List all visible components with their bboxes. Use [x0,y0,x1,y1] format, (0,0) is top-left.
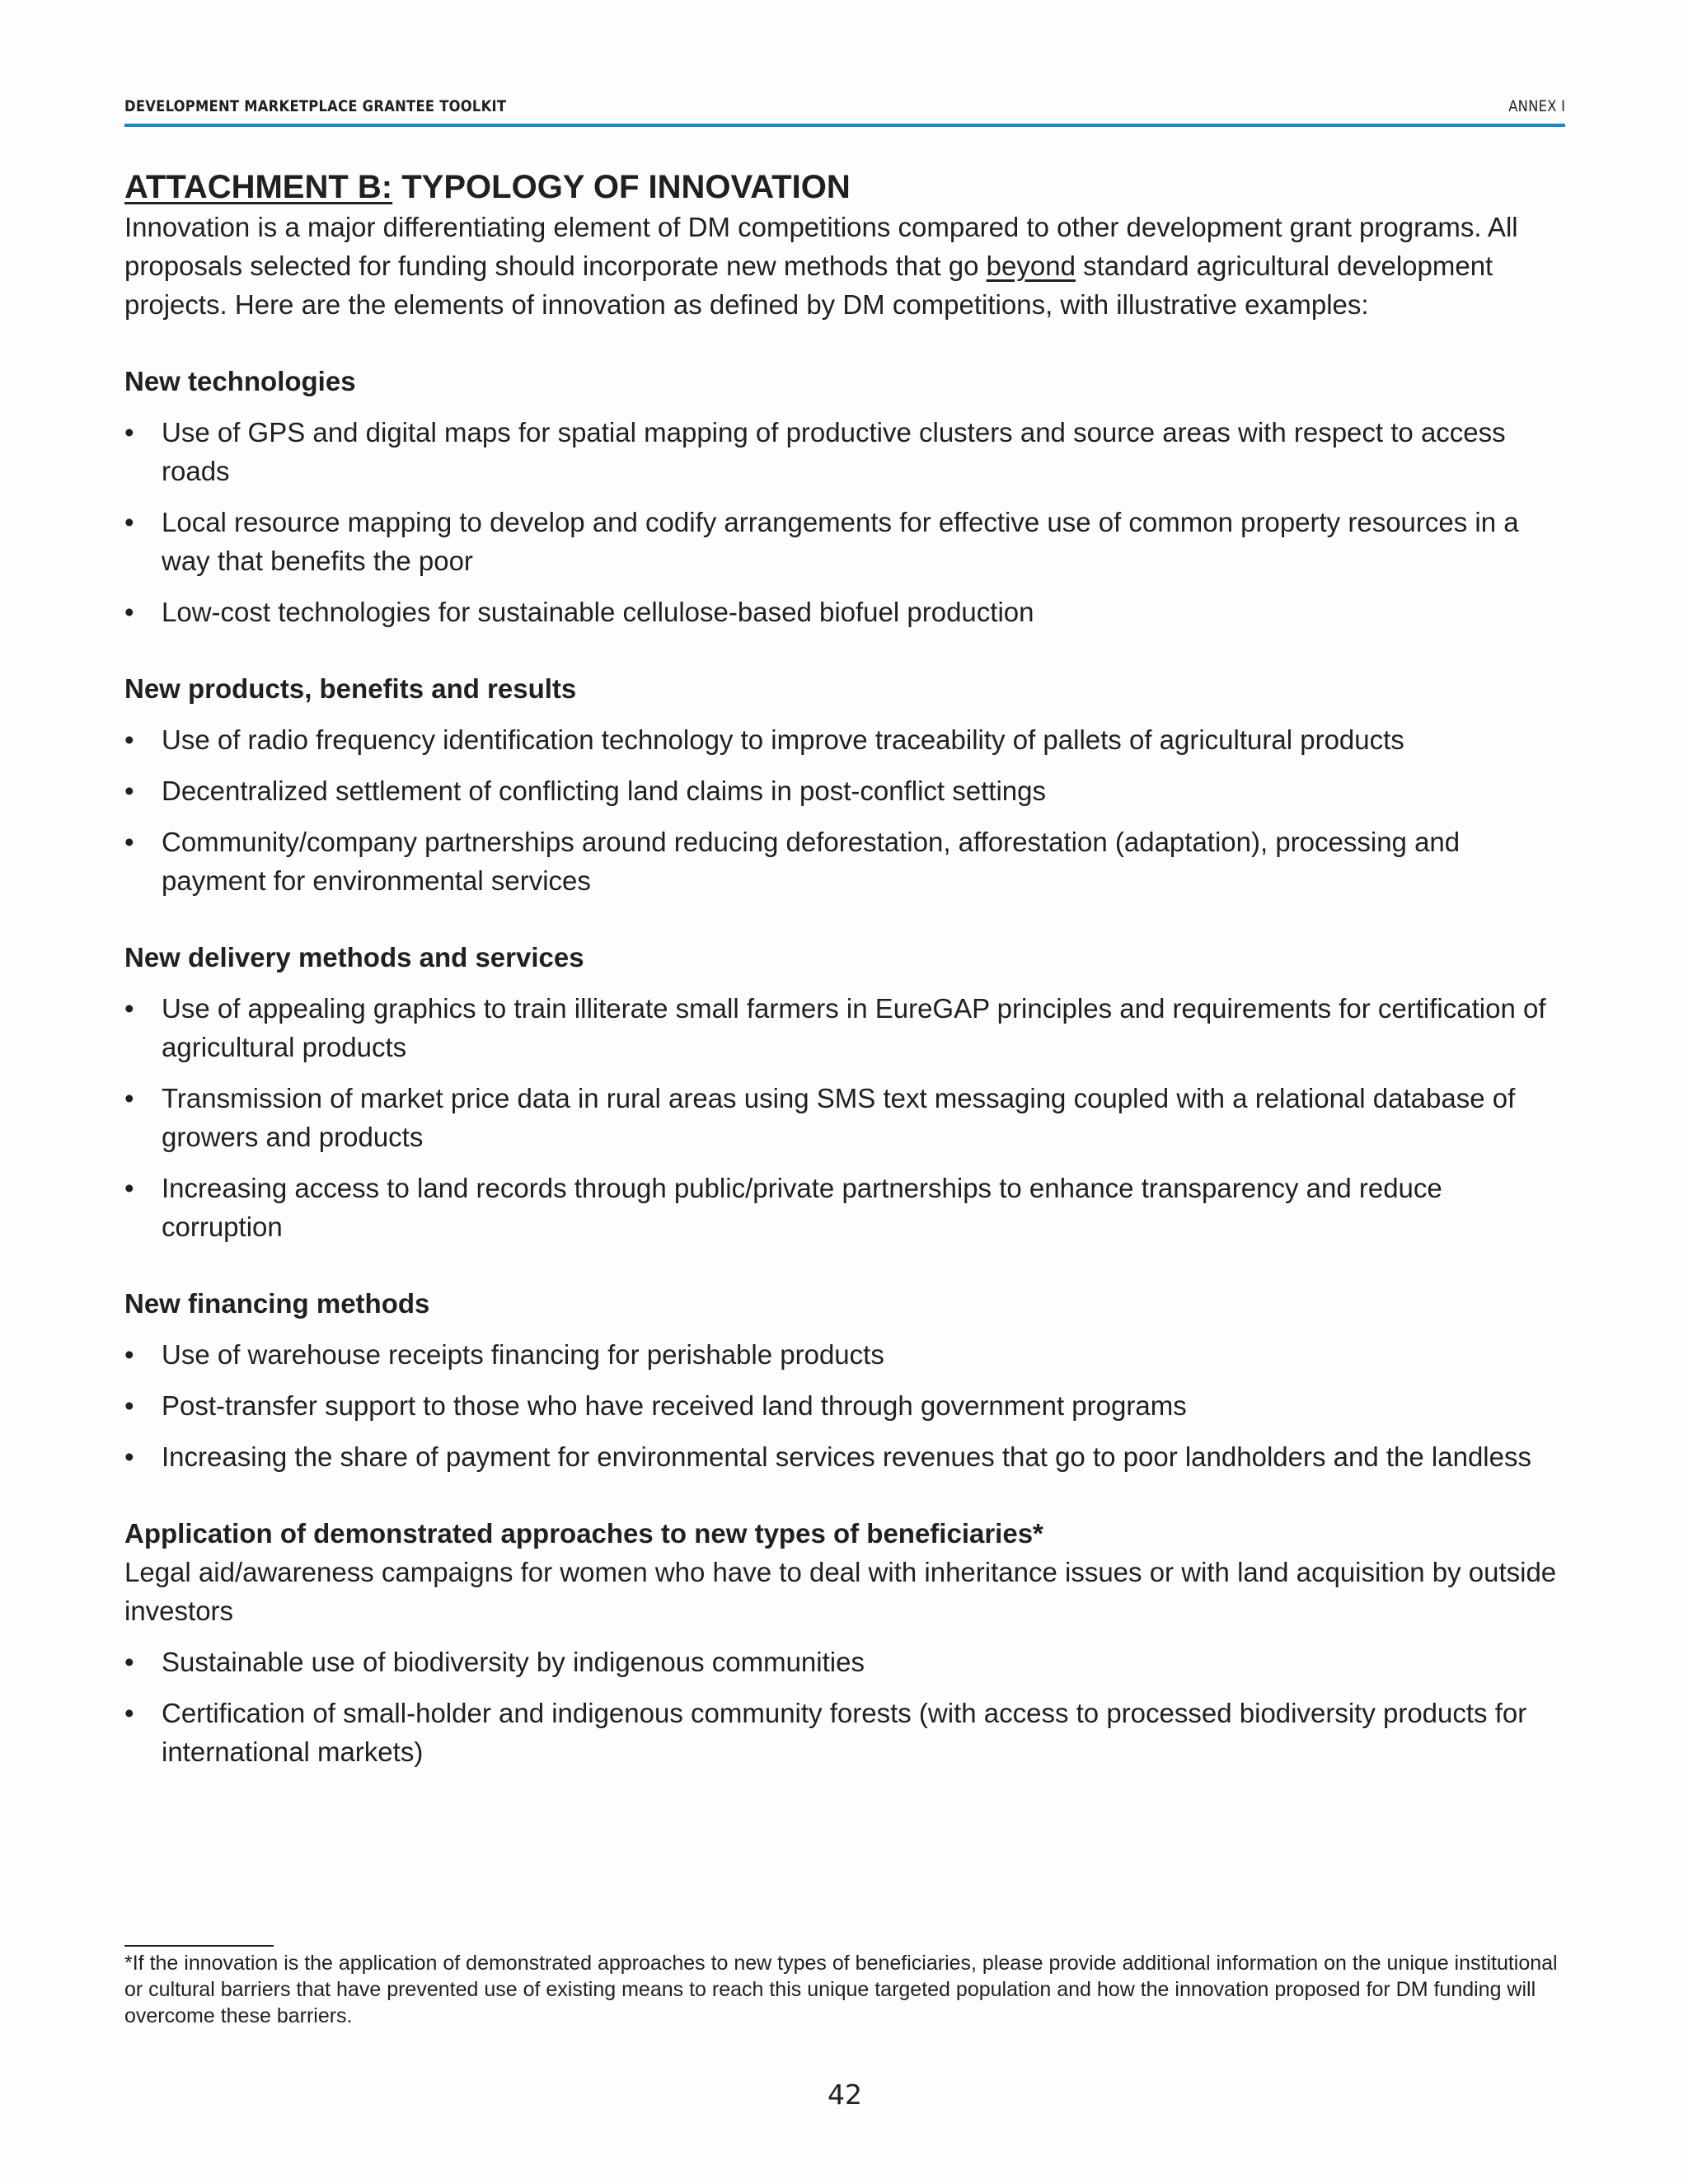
list-item-text: Increasing the share of payment for environmental services revenues that go to poor landholders and the landless [162,1441,1531,1472]
section-heading: New technologies [124,366,356,396]
list-item [124,1169,1565,1246]
section-new-beneficiaries [124,1514,1565,1771]
list-item [124,1335,1565,1374]
list-item-text: Post-transfer support to those who have received land through government programs [162,1390,1187,1421]
list-item-text: Use of appealing graphics to train illiterate small farmers in EureGAP principles and requirements for certification of agricultural products [162,993,1546,1062]
intro-emphasis: beyond [986,251,1076,281]
section-new-financing-methods [124,1284,1565,1476]
bullet-list [124,989,1565,1246]
page-title [124,166,1565,208]
list-item [124,1386,1565,1425]
list-item-text: Sustainable use of biodiversity by indigenous communities [162,1647,865,1677]
bullet-icon: • [124,507,134,537]
bullet-icon: • [124,597,134,627]
bullet-list [124,1643,1565,1771]
list-item-text: Community/company partnerships around reducing deforestation, afforestation (adaptation), processing and payment for environmental services [162,827,1461,896]
list-item [124,771,1565,810]
main-content [124,166,1565,1771]
bullet-icon: • [124,1698,134,1728]
bullet-icon: • [124,1647,134,1677]
running-header [124,96,1565,127]
page-number: 42 [828,2079,862,2111]
list-item-text: Certification of small-holder and indigenous community forests (with access to processed biodiversity products for international markets) [162,1698,1527,1767]
section-new-products [124,669,1565,900]
list-item [124,989,1565,1066]
bullet-icon: • [124,776,134,806]
list-item-text: Transmission of market price data in rural areas using SMS text messaging coupled with a relational database of growers and products [162,1083,1516,1152]
section-new-delivery-methods [124,938,1565,1246]
list-item [124,1643,1565,1681]
list-item-text: Use of GPS and digital maps for spatial mapping of productive clusters and source areas with respect to access roads [162,417,1506,486]
bullet-icon: • [124,827,134,857]
list-item [124,1437,1565,1476]
bullet-icon: • [124,993,134,1024]
list-item-text: Use of warehouse receipts financing for perishable products [162,1339,884,1370]
header-document-title: DEVELOPMENT MARKETPLACE GRANTEE TOOLKIT [124,97,507,115]
intro-text-start: Innovation is a major differentiating element of DM competitions compared to other development grant programs. All proposals selected for funding should incorporate new methods that go [124,212,1518,281]
section-heading: New financing methods [124,1288,430,1319]
bullet-list [124,1335,1565,1476]
list-item [124,720,1565,759]
section-heading: Application of demonstrated approaches to new types of beneficiaries* [124,1518,1043,1549]
title-prefix: ATTACHMENT B: [124,169,393,205]
section-paragraph: Legal aid/awareness campaigns for women who have to deal with inheritance issues or with land acquisition by outside investors [124,1557,1557,1626]
bullet-icon: • [124,417,134,448]
intro-paragraph [124,208,1565,324]
bullet-list [124,413,1565,631]
list-item [124,823,1565,900]
bullet-icon: • [124,1339,134,1370]
intro-text-end: standard agricultural development projects. Here are the elements of innovation as defined by DM competitions, with illustrative examples: [124,251,1493,320]
footnote: *If the innovation is the application of demonstrated approaches to new types of beneficiaries, please provide additional information on the unique institutional or cultural barriers that have prevented use of existing means to reach this unique targeted population and how the innovation proposed for DM funding will overcome these barriers. [124,1952,1558,2027]
list-item-text: Low-cost technologies for sustainable cellulose-based biofuel production [162,597,1034,627]
section-new-technologies [124,362,1565,631]
bullet-icon: • [124,1083,134,1113]
section-heading: New products, benefits and results [124,673,577,704]
list-item [124,413,1565,490]
bullet-icon: • [124,1173,134,1203]
bullet-icon: • [124,1441,134,1472]
bullet-list [124,720,1565,900]
section-heading: New delivery methods and services [124,942,584,972]
list-item [124,1079,1565,1156]
list-item [124,593,1565,631]
list-item [124,503,1565,580]
bullet-icon: • [124,1390,134,1421]
list-item [124,1694,1565,1771]
title-main: TYPOLOGY OF INNOVATION [392,169,851,205]
list-item-text: Local resource mapping to develop and codify arrangements for effective use of common property resources in a way that benefits the poor [162,507,1519,576]
list-item-text: Use of radio frequency identification technology to improve traceability of pallets of agricultural products [162,724,1404,755]
header-annex-label: ANNEX I [1508,97,1565,115]
list-item-text: Decentralized settlement of conflicting land claims in post-conflict settings [162,776,1046,806]
list-item-text: Increasing access to land records through public/private partnerships to enhance transparency and reduce corruption [162,1173,1442,1242]
bullet-icon: • [124,724,134,755]
footnote-divider [124,1945,274,1947]
